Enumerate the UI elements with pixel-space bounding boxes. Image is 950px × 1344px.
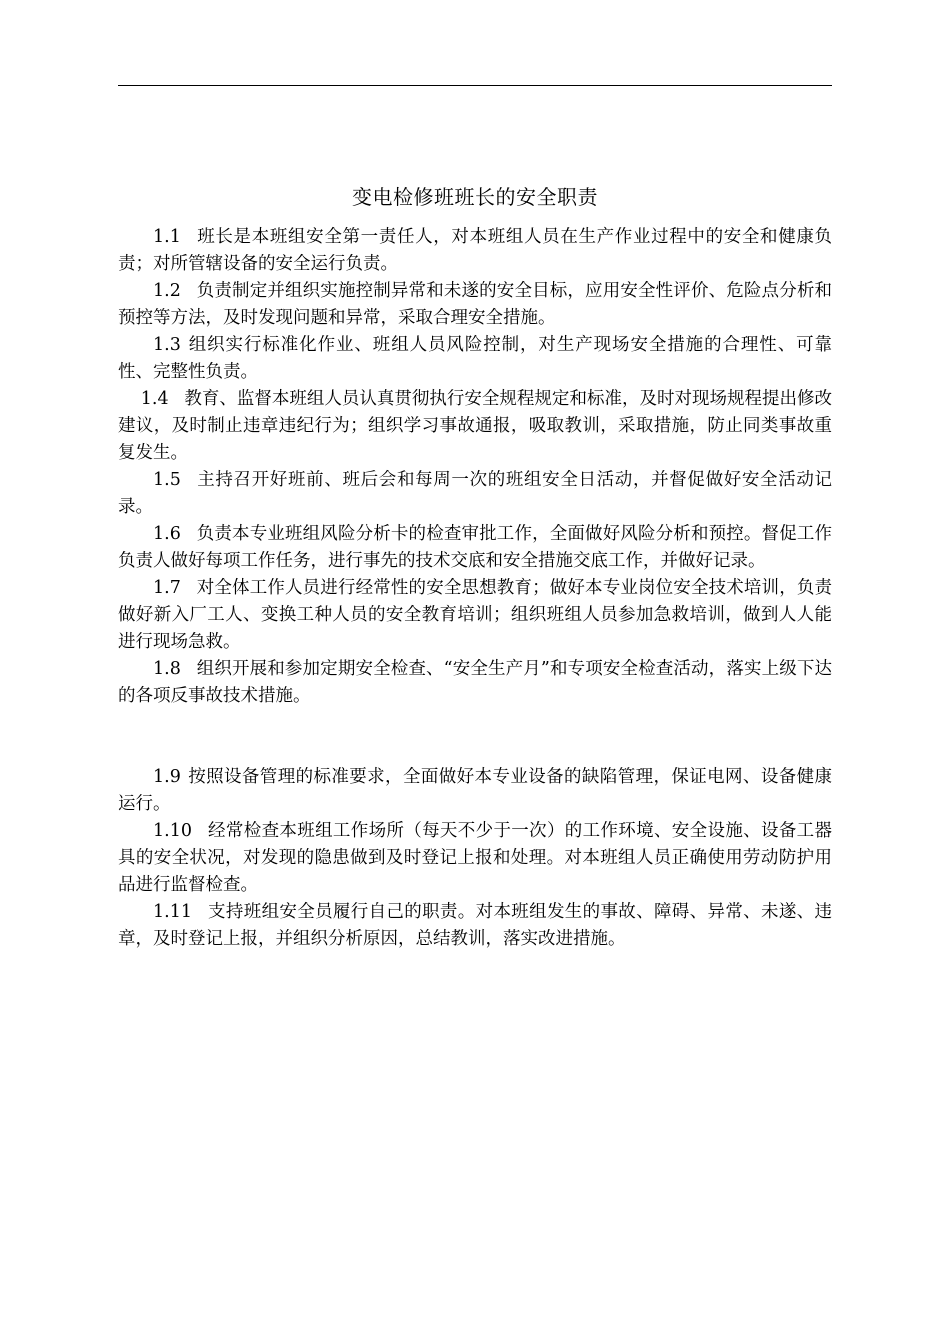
- section-number: 1.9: [153, 767, 181, 787]
- section-text: 经常检查本班组工作场所（每天不少于一次）的工作环境、安全设施、设备工器具的安全状况，对发现的隐患做到及时登记上报和处理。对本班组人员正确使用劳动防护用品进行监督检查。: [118, 821, 832, 895]
- section-number: 1.10: [153, 821, 192, 841]
- section-number: 1.4: [140, 389, 169, 409]
- section-text: 支持班组安全员履行自己的职责。对本班组发生的事故、障碍、异常、未遂、违章，及时登记上报，并组织分析原因，总结教训，落实改进措施。: [118, 902, 832, 949]
- blank-gap: [118, 710, 832, 764]
- paragraph-1-5: [118, 467, 832, 521]
- paragraph-1-1: [118, 224, 832, 278]
- paragraph-1-7: [118, 575, 832, 656]
- section-number: 1.2: [153, 281, 181, 301]
- section-text: 教育、监督本班组人员认真贯彻执行安全规程规定和标准，及时对现场规程提出修改建议，及时制止违章违纪行为；组织学习事故通报，吸取教训，采取措施，防止同类事故重复发生。: [118, 389, 832, 463]
- section-number: 1.7: [153, 578, 181, 598]
- header-rule: [118, 85, 832, 86]
- section-text: 对全体工作人员进行经常性的安全思想教育；做好本专业岗位安全技术培训，负责做好新入厂工人、变换工种人员的安全教育培训；组织班组人员参加急救培训，做到人人能进行现场急救。: [118, 578, 832, 652]
- section-text: 负责制定并组织实施控制异常和未遂的安全目标，应用安全性评价、危险点分析和预控等方法，及时发现问题和异常，采取合理安全措施。: [118, 281, 832, 328]
- paragraph-1-8: [118, 656, 832, 710]
- section-number: 1.5: [153, 470, 181, 490]
- section-text: 主持召开好班前、班后会和每周一次的班组安全日活动，并督促做好安全活动记录。: [118, 470, 832, 517]
- section-text: 组织实行标准化作业、班组人员风险控制，对生产现场安全措施的合理性、可靠性、完整性负责。: [118, 335, 832, 382]
- paragraph-1-2: [118, 278, 832, 332]
- section-number: 1.8: [153, 659, 181, 679]
- paragraph-1-10: [118, 818, 832, 899]
- paragraph-1-4: [118, 386, 832, 467]
- section-text: 按照设备管理的标准要求，全面做好本专业设备的缺陷管理，保证电网、设备健康运行。: [118, 767, 832, 814]
- section-text: 班长是本班组安全第一责任人，对本班组人员在生产作业过程中的安全和健康负责；对所管辖设备的安全运行负责。: [118, 227, 832, 274]
- section-number: 1.11: [153, 902, 192, 922]
- paragraph-1-6: [118, 521, 832, 575]
- paragraph-1-11: [118, 899, 832, 953]
- section-text: 组织开展和参加定期安全检查、“安全生产月”和专项安全检查活动，落实上级下达的各项反事故技术措施。: [118, 659, 832, 706]
- document-title: 变电检修班班长的安全职责: [352, 185, 598, 209]
- paragraph-1-3: [118, 332, 832, 386]
- document-body: [118, 224, 832, 953]
- paragraph-1-9: [118, 764, 832, 818]
- section-number: 1.3: [153, 335, 181, 355]
- section-number: 1.1: [153, 227, 181, 247]
- section-number: 1.6: [153, 524, 181, 544]
- section-text: 负责本专业班组风险分析卡的检查审批工作，全面做好风险分析和预控。督促工作负责人做好每项工作任务，进行事先的技术交底和安全措施交底工作，并做好记录。: [118, 524, 832, 571]
